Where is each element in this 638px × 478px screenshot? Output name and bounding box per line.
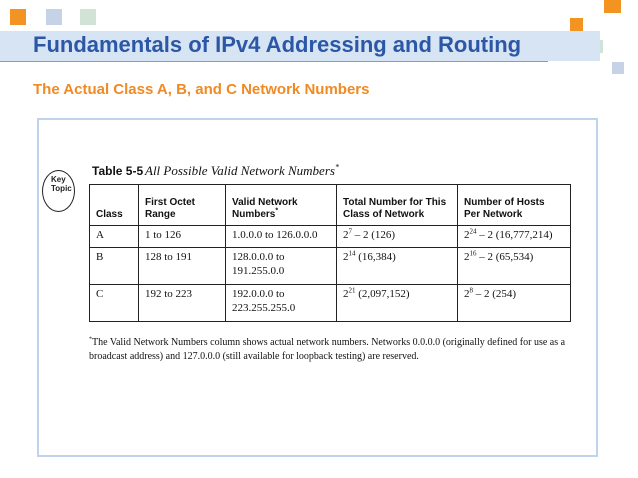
key-topic-line2: Topic <box>51 184 72 193</box>
cell-total: $2^7 - 2$ (126) <box>337 226 458 248</box>
decor-square-orange-small <box>570 18 583 31</box>
key-topic-line1: Key <box>51 175 66 184</box>
footnote-mark: * <box>89 336 92 343</box>
cell-valid: 128.0.0.0 to 191.255.0.0 <box>226 248 337 285</box>
cell-range: 128 to 191 <box>139 248 226 285</box>
header-hosts: Number of Hosts Per Network <box>458 185 571 226</box>
table-footnote <box>89 336 579 364</box>
table-row <box>90 226 571 248</box>
decor-square-orange <box>10 9 26 25</box>
table-caption-mark: * <box>334 162 339 172</box>
key-topic-label <box>51 175 75 193</box>
title-underline <box>0 61 548 62</box>
decor-square-orange-corner <box>604 0 621 13</box>
cell-class: C <box>90 285 139 322</box>
header-first-octet: First Octet Range <box>139 185 226 226</box>
cell-range: 192 to 223 <box>139 285 226 322</box>
cell-total: $2^{14}$ (16,384) <box>337 248 458 285</box>
table-row <box>90 285 571 322</box>
slide-subtitle: The Actual Class A, B, and C Network Numbers <box>33 81 370 98</box>
cell-hosts: $2^{16} - 2$ (65,534) <box>458 248 571 285</box>
cell-class: A <box>90 226 139 248</box>
decor-square-blue-small <box>612 62 624 74</box>
cell-class: B <box>90 248 139 285</box>
cell-hosts: $2^8 - 2$ (254) <box>458 285 571 322</box>
table-header-row <box>90 185 571 226</box>
cell-valid: 1.0.0.0 to 126.0.0.0 <box>226 226 337 248</box>
cell-total: $2^{21}$ (2,097,152) <box>337 285 458 322</box>
header-total-number: Total Number for This Class of Network <box>337 185 458 226</box>
header-class: Class <box>90 185 139 226</box>
slide-title: Fundamentals of IPv4 Addressing and Routing <box>33 32 522 57</box>
decor-square-green <box>80 9 96 25</box>
table-caption <box>145 163 339 179</box>
footnote-text: The Valid Network Numbers column shows actual network numbers. Networks 0.0.0.0 (originally defined for use as a broadcast address) and 127.0.0.0 (still available for loopback testing) are reserved. <box>89 337 566 362</box>
table-caption-text: All Possible Valid Network Numbers <box>145 163 335 178</box>
decor-square-blue <box>46 9 62 25</box>
header-valid-network: Valid Network Numbers* <box>226 185 337 226</box>
cell-valid: 192.0.0.0 to 223.255.255.0 <box>226 285 337 322</box>
cell-hosts: $2^{24} - 2$ (16,777,214) <box>458 226 571 248</box>
cell-range: 1 to 126 <box>139 226 226 248</box>
table-number: Table 5-5 <box>92 164 144 178</box>
table-row <box>90 248 571 285</box>
network-numbers-table <box>89 184 571 322</box>
